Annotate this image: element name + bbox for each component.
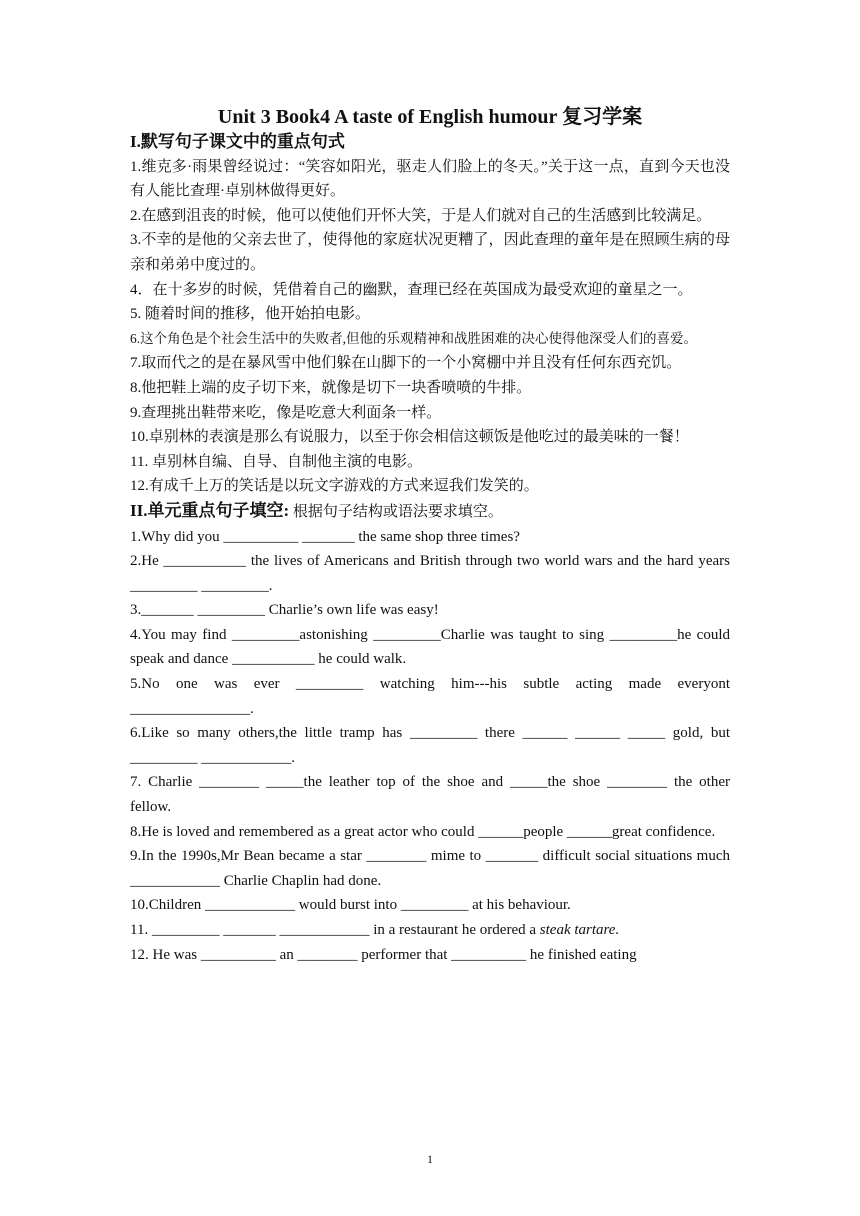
section-2-heading: II.单元重点句子填空:	[130, 500, 290, 520]
list-item: 3._______ _________ Charlie’s own life was easy!	[130, 602, 439, 619]
list-item: 7.取而代之的是在暴风雪中他们躲在山脚下的一个小窝棚中并且没有任何东西充饥。	[130, 355, 682, 372]
list-item: 2.He ___________ the lives of Americans and British through two world wars and the hard years _________ _________.	[130, 553, 730, 594]
list-item: 3.不幸的是他的父亲去世了，使得他的家庭状况更糟了，因此查理的童年是在照顾生病的母亲和弟弟中度过的。	[130, 232, 730, 273]
list-item: 9.In the 1990s,Mr Bean became a star ________ mime to _______ difficult social situations much ____________ Charlie Chaplin had done.	[130, 848, 730, 889]
list-item: 10.卓别林的表演是那么有说服力，以至于你会相信这顿饭是他吃过的最美味的一餐！	[130, 429, 689, 446]
section-2-instruction: 根据句子结构或语法要求填空。	[289, 503, 503, 520]
document-page	[130, 104, 730, 967]
list-item: 2.在感到沮丧的时候，他可以使他们开怀大笑，于是人们就对自己的生活感到比较满足。	[130, 207, 712, 224]
list-item: 4.You may find _________astonishing _________Charlie was taught to sing _________he could speak and dance ___________ he could walk.	[130, 626, 730, 668]
list-item: 1.维克多·雨果曾经说过：“笑容如阳光，驱走人们脸上的冬天。”关于这一点，直到今天也没有人能比查理·卓别林做得更好。	[130, 158, 730, 200]
item-11-italic: steak tartare.	[539, 922, 620, 938]
page-title: Unit 3 Book4 A taste of English humour 复习学案	[217, 106, 643, 128]
list-item: 6.这个角色是个社会生活中的失败者,但他的乐观精神和战胜困难的决心使得他深受人们的喜爱。	[130, 330, 697, 346]
list-item: 12. He was __________ an ________ performer that __________ he finished eating	[130, 946, 637, 963]
list-item: 4．在十多岁的时候，凭借着自己的幽默，查理已经在英国成为最受欢迎的童星之一。	[130, 281, 693, 298]
item-11-text: 11. _________ _______ ____________ in a restaurant he ordered a	[130, 922, 540, 938]
section-1	[130, 130, 730, 499]
list-item: 7. Charlie ________ _____the leather top of the shoe and _____the shoe ________ the other fellow.	[130, 774, 730, 816]
section-2-header	[130, 499, 730, 525]
list-item: 10.Children ____________ would burst into _________ at his behaviour.	[130, 897, 571, 914]
list-item: 9.查理挑出鞋带来吃，像是吃意大利面条一样。	[130, 404, 442, 421]
list-item: 8.He is loved and remembered as a great actor who could ______people ______great confidence.	[130, 823, 716, 840]
list-item: 11. 卓别林自编、自导、自制他主演的电影。	[130, 453, 422, 470]
section-1-heading: I.默写句子课文中的重点句式	[130, 132, 345, 151]
list-item: 12.有成千上万的笑话是以玩文字游戏的方式来逗我们发笑的。	[130, 478, 539, 495]
list-item	[130, 918, 730, 943]
list-item: 6.Like so many others,the little tramp has _________ there ______ ______ _____ gold, but _________ ____________.	[130, 725, 730, 766]
list-item: 5. 随着时间的推移，他开始拍电影。	[130, 306, 371, 323]
list-item: 1.Why did you __________ _______ the same shop three times?	[130, 528, 520, 545]
page-number: 1	[427, 1152, 433, 1166]
list-item: 8.他把鞋上端的皮子切下来，就像是切下一块香喷喷的牛排。	[130, 379, 532, 396]
section-2	[130, 499, 730, 967]
list-item: 5.No one was ever _________ watching him---his subtle acting made everyont ________________.	[130, 676, 730, 717]
